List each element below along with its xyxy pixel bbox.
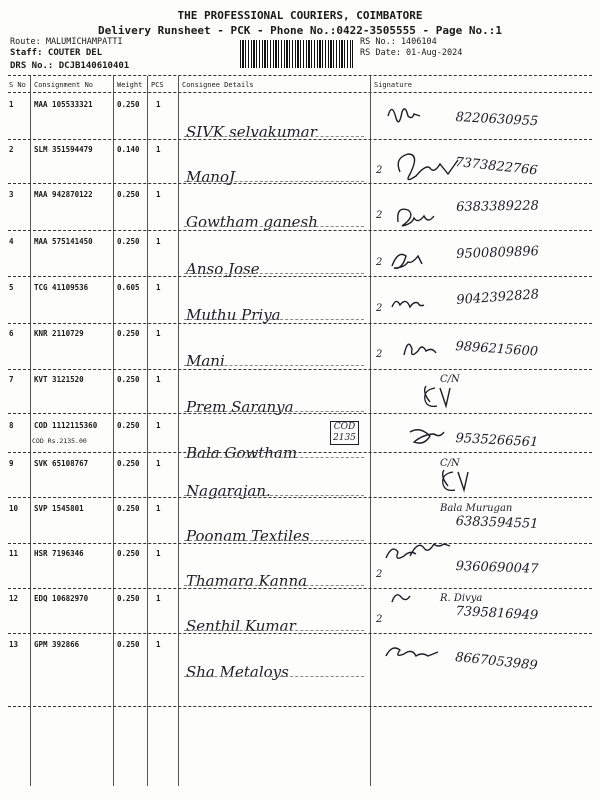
row-phone-handwritten: 9896215600 [454, 339, 539, 360]
row-sno: 2 [9, 145, 14, 154]
row-separator [8, 323, 592, 324]
col-signature-header: Signature [374, 81, 412, 89]
row-pcs: 1 [156, 459, 161, 468]
row-signature-note: C/N [440, 374, 460, 385]
cod-hw-label: COD [333, 422, 356, 432]
row-consignee-handwritten: Thamara Kanna [186, 572, 308, 590]
consignee-underline [184, 457, 364, 458]
route-label: Route: MALUMICHAMPATTI [10, 37, 123, 47]
row-consignment-no: MAA 105533321 [34, 100, 93, 109]
row-sno: 8 [9, 421, 14, 430]
row-pcs: 1 [156, 640, 161, 649]
row-consignee-handwritten: Sha Metaloys [186, 663, 289, 681]
consignee-underline [184, 676, 364, 677]
row-consignee-handwritten: Mani [186, 352, 225, 370]
row-consignee-handwritten: Gowtham ganesh [186, 213, 318, 231]
row-pcs: 1 [156, 100, 161, 109]
row-weight: 0.250 [117, 594, 140, 603]
signature-scribble [398, 209, 434, 226]
row-consignment-no: KVT 3121520 [34, 375, 84, 384]
consignee-underline [184, 226, 364, 227]
signature-scribble [410, 430, 444, 443]
row-consignee-handwritten: Nagarajan. [186, 482, 271, 500]
signature-scribble [443, 470, 468, 490]
row-weight: 0.250 [117, 549, 140, 558]
row-separator [8, 139, 592, 140]
row-signature-note: R. Divya [440, 593, 483, 604]
row-consignee-handwritten: Muthu Priya [186, 306, 281, 324]
header-top-rule [8, 75, 592, 76]
row-consignment-no: SVK 65108767 [34, 459, 89, 468]
drs-label: DRS No.: DCJB140610401 [10, 61, 130, 71]
row-phone-handwritten: 7395816949 [455, 604, 539, 624]
row-sign-mark: 2 [376, 210, 383, 221]
row-weight: 0.250 [117, 190, 140, 199]
row-separator [8, 497, 592, 498]
col-consignment-header: Consignment No [34, 81, 94, 89]
table-bottom-rule [8, 706, 592, 707]
row-separator [8, 413, 592, 414]
cn-scribble [425, 388, 437, 406]
row-consignee-handwritten: Senthil Kumar [186, 617, 296, 635]
consignee-underline [184, 540, 364, 541]
row-sign-mark: 2 [376, 257, 383, 268]
row-consignment-no: GPM 392866 [34, 640, 80, 649]
col-pcs-header: PCS [151, 81, 164, 89]
rs-number: RS No.: 1406104 [360, 37, 437, 47]
signature-scribble [386, 648, 438, 656]
row-pcs: 1 [156, 283, 161, 292]
row-consignee-handwritten: Bala Gowtham [186, 444, 298, 462]
row-sign-mark: 2 [376, 349, 383, 360]
row-pcs: 1 [156, 190, 161, 199]
row-sign-mark: 2 [376, 569, 383, 580]
row-sno: 12 [9, 594, 19, 603]
row-sno: 13 [9, 640, 19, 649]
runsheet-title: Delivery Runsheet - PCK - Phone No.:0422-3505555 - Page No.:1 [98, 24, 502, 37]
row-pcs: 1 [156, 504, 161, 513]
signature-scribble [386, 549, 416, 558]
signature-scribble [392, 301, 424, 307]
row-separator [8, 183, 592, 184]
row-separator [8, 230, 592, 231]
rs-date: RS Date: 01-Aug-2024 [360, 48, 463, 58]
row-weight: 0.250 [117, 421, 140, 430]
header-bottom-rule [8, 92, 592, 93]
row-sno: 3 [9, 190, 14, 199]
row-consignment-no: MAA 942870122 [34, 190, 93, 199]
row-separator [8, 276, 592, 277]
row-separator [8, 543, 592, 544]
row-consignment-no: COD 1112115360 [34, 421, 98, 430]
row-phone-handwritten: 9500809896 [456, 244, 540, 262]
consignee-underline [184, 136, 364, 137]
row-phone-handwritten: 6383389228 [456, 198, 539, 215]
row-sno: 6 [9, 329, 14, 338]
row-consignment-no: KNR 2110729 [34, 329, 84, 338]
barcode [240, 40, 353, 68]
row-sno: 5 [9, 283, 14, 292]
row-sno: 7 [9, 375, 14, 384]
consignee-underline [184, 585, 364, 586]
row-cod-handwritten [330, 421, 359, 445]
col-weight-header: Weight [117, 81, 143, 89]
signature-scribble [388, 109, 420, 122]
row-sno: 10 [9, 504, 19, 513]
consignee-underline [184, 630, 364, 631]
row-weight: 0.250 [117, 459, 140, 468]
row-sno: 1 [9, 100, 14, 109]
col-sno-header: S No [9, 81, 26, 89]
consignee-underline [184, 181, 364, 182]
row-consignment-no: EDQ 10682970 [34, 594, 89, 603]
row-consignee-handwritten: Anso Jose [186, 260, 260, 278]
row-consignment-no: SVP 1545801 [34, 504, 84, 513]
cod-hw-amount: 2135 [333, 433, 356, 443]
row-pcs: 1 [156, 594, 161, 603]
row-pcs: 1 [156, 329, 161, 338]
consignee-underline [184, 273, 364, 274]
row-weight: 0.250 [117, 504, 140, 513]
consignee-underline [184, 411, 364, 412]
row-weight: 0.250 [117, 375, 140, 384]
row-phone-handwritten: 9360690047 [455, 559, 539, 577]
row-signature-note: C/N [440, 458, 460, 469]
row-phone-handwritten: 9535266561 [455, 431, 539, 451]
row-consignee-handwritten: SIVK selvakumar [186, 123, 317, 141]
row-consignment-no: MAA 575141450 [34, 237, 93, 246]
signature-scribble [410, 544, 450, 556]
row-sno: 9 [9, 459, 14, 468]
row-pcs: 1 [156, 549, 161, 558]
row-weight: 0.140 [117, 145, 140, 154]
row-pcs: 1 [156, 237, 161, 246]
row-sign-mark: 2 [376, 303, 383, 314]
row-weight: 0.250 [117, 329, 140, 338]
row-sno: 4 [9, 237, 14, 246]
col-consignee-header: Consignee Details [182, 81, 254, 89]
row-consignee-handwritten: ManoJ [186, 168, 236, 186]
row-pcs: 1 [156, 145, 161, 154]
row-weight: 0.250 [117, 100, 140, 109]
staff-label: Staff: COUTER DEL [10, 48, 103, 58]
signature-scribble [398, 154, 458, 180]
row-separator [8, 588, 592, 589]
row-signature-note: Bala Murugan [440, 503, 513, 514]
row-phone-handwritten: 7373822766 [454, 155, 539, 179]
row-consignee-handwritten: Prem Saranya [186, 398, 294, 416]
row-weight: 0.605 [117, 283, 140, 292]
row-cod-amount: COD Rs.2135.00 [32, 437, 87, 445]
row-sign-mark: 2 [376, 165, 383, 176]
row-phone-handwritten: 6383594551 [455, 514, 539, 532]
row-sno: 11 [9, 549, 19, 558]
consignee-underline [184, 365, 364, 366]
row-consignment-no: SLM 351594479 [34, 145, 93, 154]
row-weight: 0.250 [117, 640, 140, 649]
signature-scribble [392, 595, 410, 602]
row-consignment-no: HSR 7196346 [34, 549, 84, 558]
row-phone-handwritten: 9042392828 [456, 287, 540, 308]
row-separator [8, 369, 592, 370]
row-consignee-handwritten: Poonam Textiles [186, 527, 310, 545]
signature-scribble [425, 386, 450, 406]
row-pcs: 1 [156, 375, 161, 384]
consignee-underline [184, 319, 364, 320]
signature-scribble [404, 344, 436, 355]
row-phone-handwritten: 8667053989 [454, 650, 539, 674]
row-pcs: 1 [156, 421, 161, 430]
row-separator [8, 452, 592, 453]
signature-scribble [392, 254, 422, 268]
row-weight: 0.250 [117, 237, 140, 246]
cn-scribble [443, 472, 455, 490]
row-consignment-no: TCG 41109536 [34, 283, 89, 292]
row-phone-handwritten: 8220630955 [455, 110, 539, 130]
row-sign-mark: 2 [376, 614, 383, 625]
row-separator [8, 633, 592, 634]
company-title: THE PROFESSIONAL COURIERS, COIMBATORE [177, 9, 423, 22]
consignee-underline [184, 495, 364, 496]
